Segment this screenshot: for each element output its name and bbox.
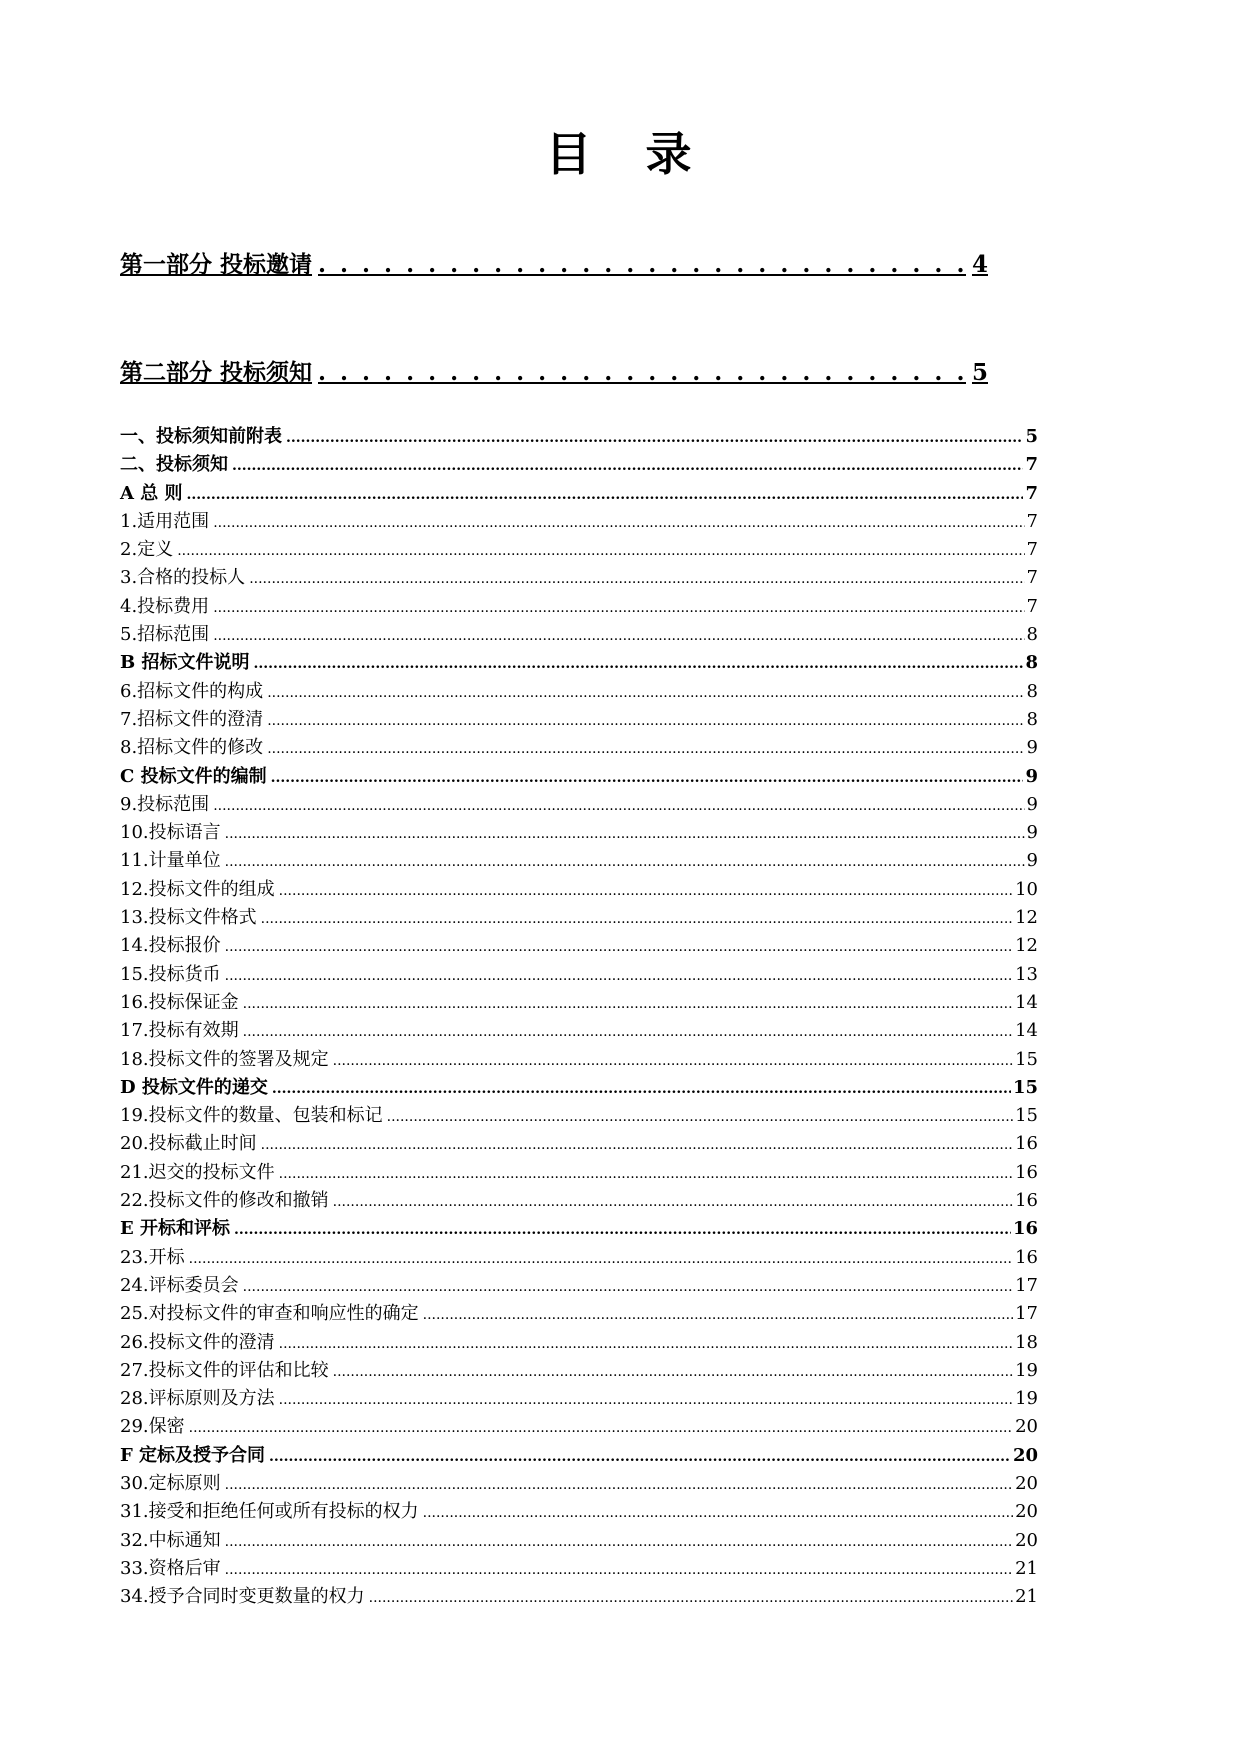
toc-part-page: 4 [971,251,988,278]
toc-entry-link[interactable] [120,989,1038,1017]
toc-entry-page: 12 [1015,907,1038,929]
toc-entry-label: 24.评标委员会 [120,1274,239,1296]
toc-list [120,423,1038,1611]
toc-entry-link[interactable] [120,847,1038,875]
dot-leader [225,933,1013,961]
toc-entry-link[interactable] [120,1046,1038,1074]
toc-entry-page: 7 [1025,482,1038,504]
toc-entry-link[interactable] [120,1017,1038,1045]
toc-entry-page: 10 [1015,878,1038,900]
toc-entry-link[interactable] [120,1442,1038,1470]
dot-leader [333,1358,1013,1386]
toc-entry-label: 一、投标须知前附表 [120,426,282,447]
dot-leader [234,1216,1011,1244]
toc-entry-page: 18 [1015,1331,1038,1353]
dot-leader [232,452,1023,480]
toc-entry-label: A 总 则 [120,482,183,504]
toc-entry-label: 9.投标范围 [120,793,210,815]
toc-entry-page: 9 [1025,765,1038,787]
toc-entry-page: 19 [1015,1388,1038,1410]
toc-entry-page: 7 [1026,510,1038,532]
toc-entry-page: 15 [1012,1076,1038,1098]
dot-leader [213,622,1024,650]
toc-entry-page: 15 [1015,1105,1038,1127]
dot-leader [269,1443,1011,1471]
toc-entry-label: 8.招标文件的修改 [120,737,264,759]
toc-entry-label: 5.招标范围 [120,624,210,646]
toc-entry-link[interactable] [120,1385,1038,1413]
dot-leader [225,1556,1013,1584]
toc-entry-link[interactable] [120,1074,1038,1102]
toc-entry-label: 25.对投标文件的审查和响应性的确定 [120,1303,419,1325]
toc-entry-label: F 定标及授予合同 [120,1444,266,1466]
toc-entry-link[interactable] [120,1470,1038,1498]
dot-leader [243,990,1013,1018]
toc-entry-label: 10.投标语言 [120,822,221,844]
toc-part-2-link[interactable] [120,354,988,387]
dot-leader [267,707,1024,735]
toc-entry-page: 7 [1026,539,1038,561]
toc-entry-page: 9 [1026,793,1038,815]
dot-leader [267,679,1024,707]
toc-entry-page: 20 [1012,1444,1038,1466]
dot-leader [272,1075,1011,1103]
dot-leader [225,820,1025,848]
toc-entry-page: 19 [1015,1359,1038,1381]
toc-entry-page: 9 [1026,850,1038,872]
toc-part-1-link[interactable] [120,246,988,279]
toc-entry-page: 17 [1015,1274,1038,1296]
toc-entry-label: 28.评标原则及方法 [120,1388,275,1410]
toc-entry-link[interactable] [120,593,1038,621]
toc-part-page: 5 [971,359,988,386]
dot-leader [225,1471,1013,1499]
dot-leader [279,1386,1013,1414]
toc-entry-link[interactable] [120,1583,1038,1611]
toc-entry-page: 14 [1015,1020,1038,1042]
dot-leader [271,764,1024,792]
dot-leader [261,905,1013,933]
toc-entry-label: 11.计量单位 [120,850,221,872]
toc-entry-label: 32.中标通知 [120,1529,221,1551]
toc-entry-page: 20 [1015,1472,1038,1494]
toc-entry-label: 19.投标文件的数量、包装和标记 [120,1105,383,1127]
dot-leader [213,594,1024,622]
toc-entry-link[interactable] [120,734,1038,762]
dot-leader [286,424,1023,452]
dot-leader [225,1528,1013,1556]
dot-leader [318,251,966,278]
toc-entry-label: 16.投标保证金 [120,991,239,1013]
toc-entry-label: 18.投标文件的签署及规定 [120,1048,329,1070]
toc-entry-label: 7.招标文件的澄清 [120,708,264,730]
toc-entry-link[interactable] [120,1130,1038,1158]
toc-entry-page: 9 [1026,737,1038,759]
toc-entry-page: 8 [1025,652,1038,674]
toc-entry-link[interactable] [120,678,1038,706]
dot-leader [423,1301,1013,1329]
toc-entry-page: 7 [1026,595,1038,617]
toc-entry-page: 17 [1015,1303,1038,1325]
dot-leader [225,962,1013,990]
toc-entry-label: 34.授予合同时变更数量的权力 [120,1586,365,1608]
dot-leader [387,1103,1013,1131]
toc-entry-label: 6.招标文件的构成 [120,680,264,702]
dot-leader [423,1499,1013,1527]
toc-entry-label: 4.投标费用 [120,595,210,617]
toc-entry-page: 14 [1015,991,1038,1013]
dot-leader [225,848,1025,876]
toc-entry-link[interactable] [120,451,1038,479]
toc-entry-label: 13.投标文件格式 [120,907,257,929]
toc-entry-page: 8 [1026,708,1038,730]
toc-entry-link[interactable] [120,932,1038,960]
toc-entry-label: 21.迟交的投标文件 [120,1161,275,1183]
toc-entry-link[interactable] [120,536,1038,564]
dot-leader [333,1188,1013,1216]
toc-entry-link[interactable] [120,1159,1038,1187]
toc-entry-label: 20.投标截止时间 [120,1133,257,1155]
toc-entry-label: 30.定标原则 [120,1472,221,1494]
toc-entry-page: 5 [1025,426,1038,447]
toc-entry-page: 8 [1026,624,1038,646]
dot-leader [189,1245,1013,1273]
toc-entry-page: 12 [1015,935,1038,957]
toc-entry-label: 26.投标文件的澄清 [120,1331,275,1353]
toc-entry-link[interactable] [120,706,1038,734]
toc-entry-page: 21 [1015,1557,1038,1579]
dot-leader [279,1330,1013,1358]
toc-entry-link[interactable] [120,1498,1038,1526]
dot-leader [253,650,1023,678]
toc-entry-page: 9 [1026,822,1038,844]
toc-entry-link[interactable] [120,480,1038,508]
toc-entry-page: 7 [1026,567,1038,589]
toc-entry-page: 7 [1025,454,1038,476]
toc-entry-page: 15 [1015,1048,1038,1070]
dot-leader [333,1047,1013,1075]
dot-leader [267,735,1024,763]
toc-entry-page: 20 [1015,1501,1038,1523]
toc-entry-page: 13 [1015,963,1038,985]
page-title: 目 录 [545,127,696,181]
toc-entry-page: 8 [1026,680,1038,702]
toc-entry-label: 1.适用范围 [120,510,210,532]
dot-leader [187,481,1024,509]
toc-entry-label: B 招标文件说明 [120,652,250,674]
toc-entry-page: 20 [1015,1529,1038,1551]
toc-entry-label: C 投标文件的编制 [120,765,267,787]
toc-entry-label: D 投标文件的递交 [120,1076,268,1098]
dot-leader [279,1160,1013,1188]
toc-entry-link[interactable] [120,508,1038,536]
dot-leader [189,1414,1013,1442]
toc-entry-link[interactable] [120,904,1038,932]
toc-entry-link[interactable] [120,1413,1038,1441]
toc-entry-link[interactable] [120,763,1038,791]
toc-entry-link[interactable] [120,1244,1038,1272]
toc-entry-link[interactable] [120,564,1038,592]
toc-entry-label: 27.投标文件的评估和比较 [120,1359,329,1381]
toc-entry-page: 16 [1015,1133,1038,1155]
toc-entry-page: 21 [1015,1586,1038,1608]
toc-entry-link[interactable] [120,1527,1038,1555]
toc-entry-link[interactable] [120,961,1038,989]
toc-entry-link[interactable] [120,1300,1038,1328]
toc-entry-link[interactable] [120,423,1038,451]
toc-entry-page: 16 [1015,1190,1038,1212]
toc-entry-link[interactable] [120,1357,1038,1385]
dot-leader [279,877,1013,905]
toc-entry-label: 14.投标报价 [120,935,221,957]
dot-leader [213,509,1024,537]
toc-entry-link[interactable] [120,1102,1038,1130]
dot-leader [249,565,1024,593]
toc-entry-link[interactable] [120,1215,1038,1243]
dot-leader [261,1131,1013,1159]
toc-entry-label: 23.开标 [120,1246,185,1268]
toc-entry-link[interactable] [120,1555,1038,1583]
toc-entry-link[interactable] [120,791,1038,819]
toc-entry-label: 29.保密 [120,1416,185,1438]
dot-leader [213,792,1024,820]
toc-entry-label: 2.定义 [120,539,174,561]
toc-entry-label: 二、投标须知 [120,454,228,476]
toc-part-label: 第二部分 投标须知 [120,359,313,386]
toc-entry-page: 16 [1012,1218,1038,1240]
toc-entry-label: 31.接受和拒绝任何或所有投标的权力 [120,1501,419,1523]
toc-entry-link[interactable] [120,1272,1038,1300]
toc-entry-link[interactable] [120,1187,1038,1215]
toc-entry-link[interactable] [120,819,1038,847]
toc-entry-label: E 开标和评标 [120,1218,230,1240]
dot-leader [318,359,966,386]
toc-entry-page: 20 [1015,1416,1038,1438]
dot-leader [243,1273,1013,1301]
toc-entry-page: 16 [1015,1161,1038,1183]
toc-entry-label: 15.投标货币 [120,963,221,985]
dot-leader [177,537,1024,565]
toc-entry-label: 33.资格后审 [120,1557,221,1579]
toc-entry-link[interactable] [120,649,1038,677]
toc-entry-label: 17.投标有效期 [120,1020,239,1042]
toc-part-label: 第一部分 投标邀请 [120,251,313,278]
toc-entry-label: 3.合格的投标人 [120,567,246,589]
toc-entry-link[interactable] [120,1329,1038,1357]
toc-entry-link[interactable] [120,621,1038,649]
toc-entry-label: 12.投标文件的组成 [120,878,275,900]
toc-entry-link[interactable] [120,876,1038,904]
dot-leader [243,1018,1013,1046]
dot-leader [369,1584,1013,1612]
toc-entry-page: 16 [1015,1246,1038,1268]
toc-entry-label: 22.投标文件的修改和撤销 [120,1190,329,1212]
